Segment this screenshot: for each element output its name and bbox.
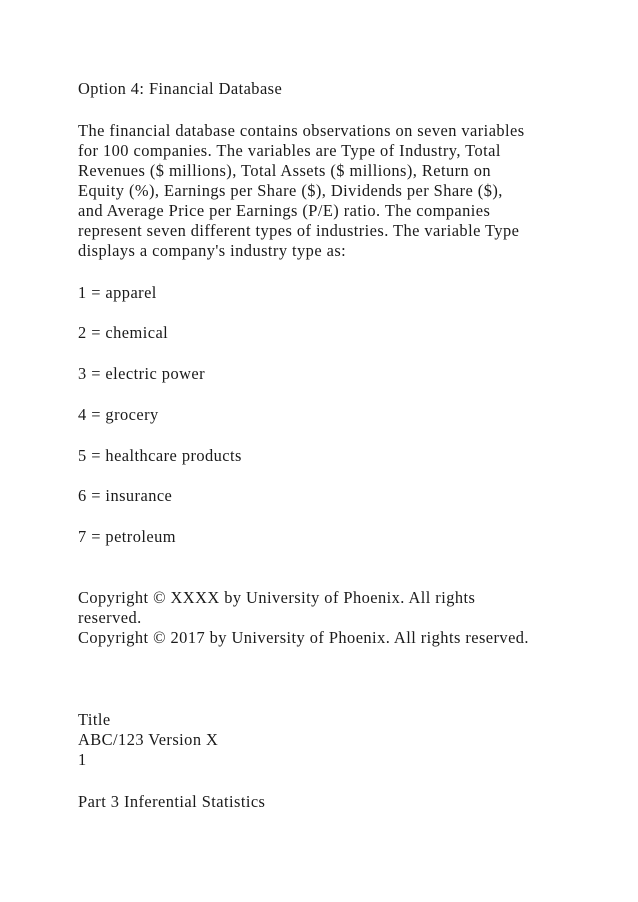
document-heading: Option 4: Financial Database — [78, 79, 283, 98]
footer-course: ABC/123 Version X — [78, 730, 219, 749]
intro-line: displays a company's industry type as: — [78, 241, 347, 260]
intro-line: The financial database contains observations on seven variables — [78, 121, 525, 140]
intro-line: and Average Price per Earnings (P/E) ratio. The companies — [78, 201, 491, 220]
intro-line: Revenues ($ millions), Total Assets ($ millions), Return on — [78, 161, 491, 180]
industry-code-item: 5 = healthcare products — [78, 446, 242, 465]
copyright-line: reserved. — [78, 608, 142, 627]
industry-code-item: 2 = chemical — [78, 323, 169, 342]
footer-page-number: 1 — [78, 750, 87, 769]
intro-line: Equity (%), Earnings per Share ($), Dividends per Share ($), — [78, 181, 503, 200]
industry-code-item: 6 = insurance — [78, 486, 173, 505]
section-heading: Part 3 Inferential Statistics — [78, 792, 266, 811]
intro-line: for 100 companies. The variables are Type of Industry, Total — [78, 141, 501, 160]
footer-title: Title — [78, 710, 111, 729]
industry-code-item: 4 = grocery — [78, 405, 159, 424]
industry-code-item: 3 = electric power — [78, 364, 206, 383]
intro-line: represent seven different types of industries. The variable Type — [78, 221, 520, 240]
copyright-line: Copyright © 2017 by University of Phoenix. All rights reserved. — [78, 628, 529, 647]
industry-code-item: 7 = petroleum — [78, 527, 176, 546]
industry-code-item: 1 = apparel — [78, 283, 157, 302]
copyright-line: Copyright © XXXX by University of Phoenix. All rights — [78, 588, 476, 607]
